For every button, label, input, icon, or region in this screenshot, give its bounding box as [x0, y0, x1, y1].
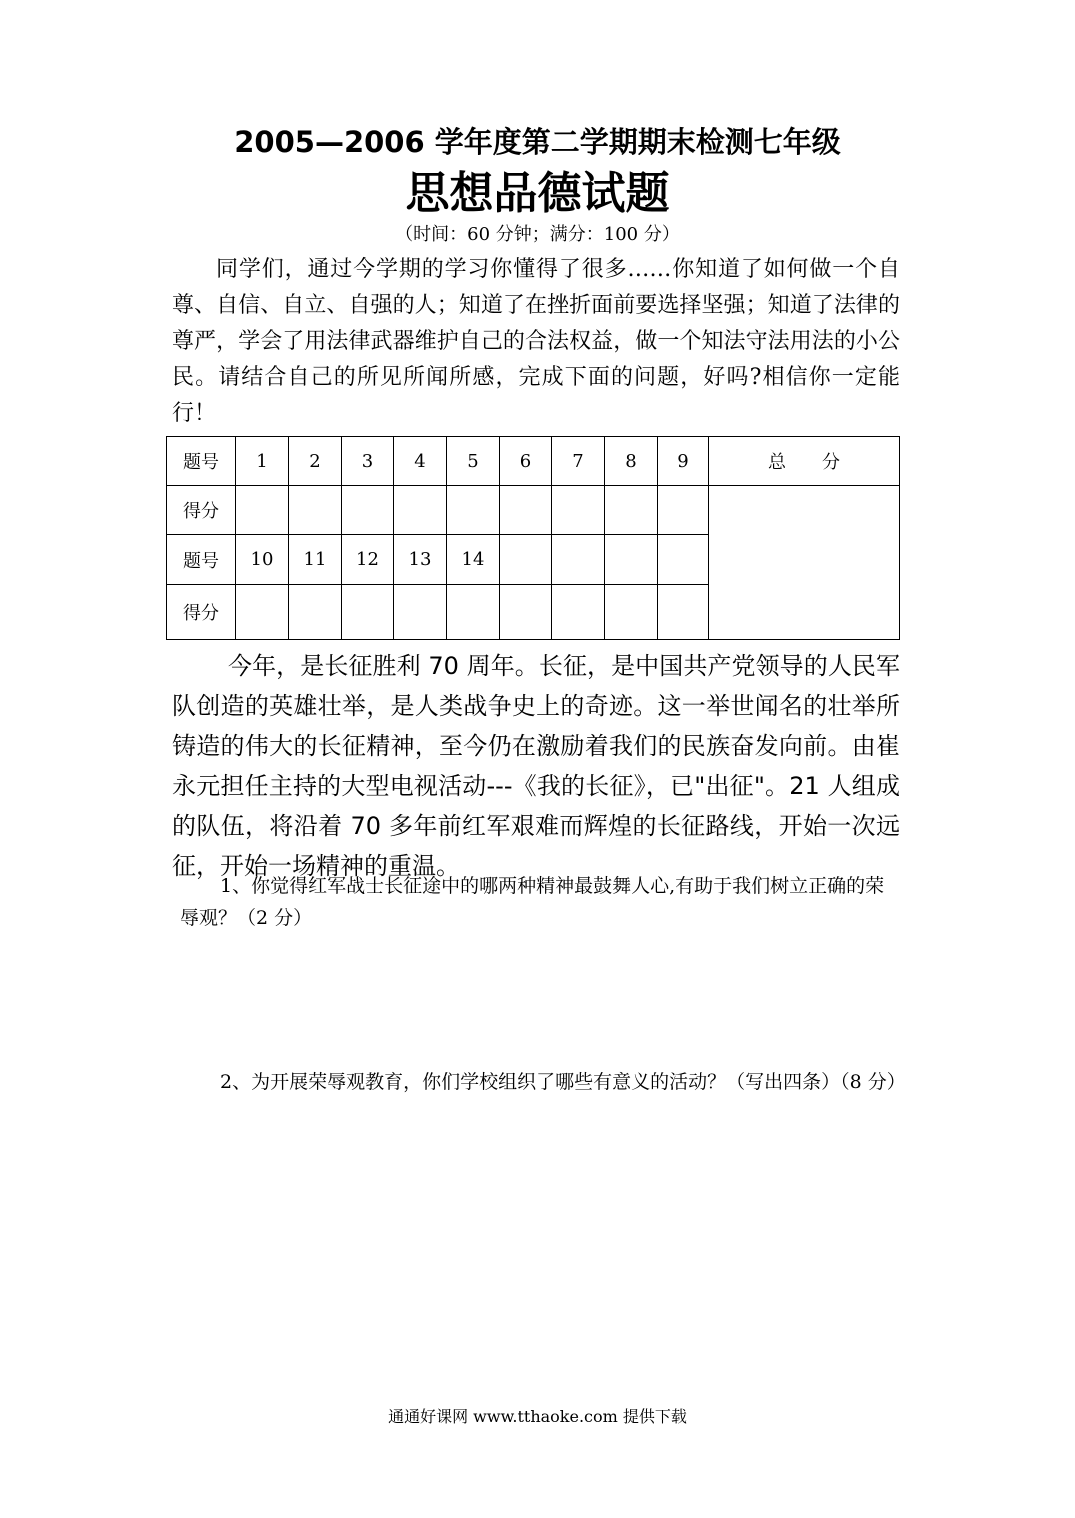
score-cell — [658, 486, 709, 535]
row-label-score: 得分 — [167, 584, 236, 639]
question-1: 1、你觉得红军战士长征途中的哪两种精神最鼓舞人心,有助于我们树立正确的荣辱观？（2 分） — [180, 875, 885, 929]
question-number-cell: 1 — [236, 437, 289, 486]
score-cell — [342, 584, 394, 639]
question-number-cell — [500, 535, 552, 584]
question-number-cell: 10 — [236, 535, 289, 584]
score-cell — [236, 584, 289, 639]
score-table — [166, 436, 900, 640]
score-cell — [447, 486, 500, 535]
row-label-score: 得分 — [167, 486, 236, 535]
score-cell — [394, 584, 447, 639]
question-number-cell — [552, 535, 605, 584]
row-label-question-no: 题号 — [167, 437, 236, 486]
question-number-cell: 7 — [552, 437, 605, 486]
question-number-cell: 4 — [394, 437, 447, 486]
score-cell — [658, 584, 709, 639]
score-cell — [500, 584, 552, 639]
footer-source: 通通好课网 www.tthaoke.com 提供下载 — [388, 1407, 687, 1426]
question-number-cell — [605, 535, 658, 584]
score-cell — [552, 584, 605, 639]
exam-title-line1: 2005—2006 学年度第二学期期末检测七年级 — [234, 125, 841, 159]
question-number-cell: 3 — [342, 437, 394, 486]
score-cell — [394, 486, 447, 535]
score-cell — [500, 486, 552, 535]
table-row — [167, 437, 900, 486]
question-number-cell: 2 — [289, 437, 342, 486]
question-number-cell: 13 — [394, 535, 447, 584]
question-number-cell: 12 — [342, 535, 394, 584]
question-number-cell: 8 — [605, 437, 658, 486]
intro-paragraph: 同学们，通过今学期的学习你懂得了很多……你知道了如何做一个自尊、自信、自立、自强的人；知道了在挫折面前要选择坚强；知道了法律的尊严，学会了用法律武器维护自己的合法权益，做一个知法守法用法的小公民。请结合自己的所见所闻所感，完成下面的问题，好吗?相信你一定能行！ — [172, 257, 900, 426]
score-cell — [236, 486, 289, 535]
story-paragraph: 今年，是长征胜利 70 周年。长征，是中国共产党领导的人民军队创造的英雄壮举，是人类战争史上的奇迹。这一举世闻名的壮举所铸造的伟大的长征精神，至今仍在激励着我们的民族奋发向前。由崔永元担任主持的大型电视活动---《我的长征》，已"出征"。21 人组成的队伍，将沿着 70 多年前红军艰难而辉煌的长征路线，开始一次远征，开始一场精神的重温。 — [172, 652, 900, 880]
question-number-cell: 9 — [658, 437, 709, 486]
score-cell — [289, 486, 342, 535]
question-number-cell: 14 — [447, 535, 500, 584]
score-cell — [289, 584, 342, 639]
row-label-question-no: 题号 — [167, 535, 236, 584]
question-2: 2、为开展荣辱观教育，你们学校组织了哪些有意义的活动？（写出四条）（8 分） — [220, 1071, 906, 1093]
total-score-label: 总 分 — [709, 437, 900, 486]
score-cell — [605, 584, 658, 639]
table-row — [167, 486, 900, 535]
question-number-cell: 11 — [289, 535, 342, 584]
question-number-cell — [658, 535, 709, 584]
question-number-cell: 6 — [500, 437, 552, 486]
exam-title-subject: 思想品德试题 — [405, 168, 670, 219]
score-cell — [342, 486, 394, 535]
score-cell — [552, 486, 605, 535]
question-number-cell: 5 — [447, 437, 500, 486]
exam-timing: （时间：60 分钟；满分：100 分） — [395, 224, 680, 245]
score-cell — [605, 486, 658, 535]
score-cell — [447, 584, 500, 639]
total-score-cell — [709, 486, 900, 640]
